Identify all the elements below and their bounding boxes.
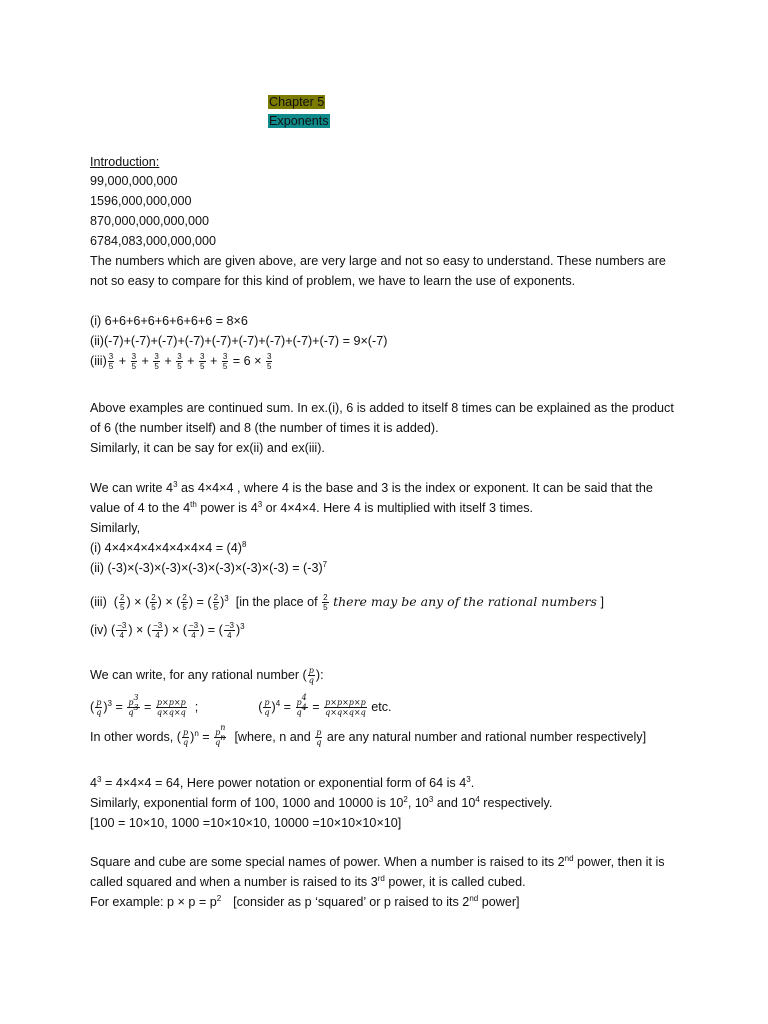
chapter-highlight: Chapter 5	[269, 95, 325, 109]
power-example-ii: (ii) $(-3)\times(-3)\times(-3)\times(-3)\times(-3)\times(-3)\times(-3) = (-3)^7$	[90, 560, 328, 575]
exponent-def-line-1: We can write $4^3$ as 4×4×4 , where 4 is the base and 3 is the index or exponent. It can be said that the	[90, 480, 653, 495]
fraction-neg3-4: $\frac{-3}{4}$	[117, 621, 127, 641]
exponent-def-line-2: value of 4 to the 4th power is $4^3$ or 4×4×4. Here 4 is multiplied with itself 3 times.	[90, 500, 534, 515]
big-number-2: 1596,000,000,000	[90, 194, 192, 208]
fraction-3-5: $\frac{3}{5}$	[177, 352, 182, 372]
sum-example-ii: (ii)(-7)+(-7)+(-7)+(-7)+(-7)+(-7)+(-7)+(-7)+(-7) = 9×(-7)	[90, 334, 388, 348]
continued-sum-line-1: Above examples are continued sum. In ex.(i), 6 is added to itself 8 times can be explained as the product	[90, 401, 674, 415]
fraction-3-5: $\frac{3}{5}$	[267, 352, 272, 372]
fraction-2-5: $\frac{2}{5}$	[151, 593, 156, 613]
fraction-2-5: $\frac{2}{5}$	[120, 593, 125, 613]
rational-power-formulas: ( $\frac{p}{q}$ )$^3$ = $\frac{p^3}{q^3}$ = $\frac{p\times p\times p}{q\times q\times q}$ ; ( $\frac{p}{q}$ )$^4$ = $\frac{p^4}{q^4}$ = $\frac{p\times p\times p\times p}{q\times q\times q\times q}$ etc.	[90, 693, 392, 718]
fraction-3-5: $\frac{3}{5}$	[131, 352, 137, 372]
fraction-2-5: $\frac{2}{5}$	[213, 593, 219, 613]
continued-sum-line-3: Similarly, it can be say for ex(ii) and ex(iii).	[90, 441, 325, 455]
sum-example-iii: (iii) $\frac{3}{5}$ + $\frac{3}{5}$ + $\frac{3}{5}$ + $\frac{3}{5}$ + $\frac{3}{5}$ + $\frac{3}{5}$ = 6 × $\frac{3}{5}$	[90, 352, 272, 372]
power-notation-line-3: [100 = 10×10, 1000 =10×10×10, 10000 =10×10×10×10]	[90, 816, 402, 830]
fraction-2-5: $\frac{2}{5}$	[182, 593, 187, 613]
intro-heading: Introduction:	[90, 155, 160, 169]
continued-sum-line-2: of 6 (the number itself) and 8 (the number of times it is added).	[90, 421, 439, 435]
square-cube-line-1: Square and cube are some special names of power. When a number is raised to its 2nd power, then it is	[90, 854, 665, 869]
fraction-3-5: $\frac{3}{5}$	[108, 352, 114, 372]
fraction-3-5: $\frac{3}{5}$	[200, 352, 205, 372]
fraction-neg3-4: $\frac{-3}{4}$	[153, 621, 163, 641]
intro-paragraph-line-2: not so easy to compare for this kind of problem, we have to learn the use of exponents.	[90, 274, 576, 288]
intro-paragraph-line-1: The numbers which are given above, are very large and not so easy to understand. These numbers are	[90, 254, 666, 268]
square-cube-line-2: called squared and when a number is raised to its 3rd power, it is called cubed.	[90, 874, 526, 889]
power-example-iii: (iii) ( $\frac{2}{5}$ ) × ( $\frac{2}{5}$ ) × ( $\frac{2}{5}$ ) = ( $\frac{2}{5}$ )$^3$ [in the place of $\frac{2}{5}$ there may be any of the rational numbers ]	[90, 593, 604, 613]
big-number-4: 6784,083,000,000,000	[90, 234, 217, 248]
power-notation-line-2: Similarly, exponential form of 100, 1000 and 10000 is $10^2$, $10^3$ and $10^4$ respectively.	[90, 795, 553, 810]
sum-example-i: (i) 6+6+6+6+6+6+6+6 = 8×6	[90, 314, 248, 328]
similarly-label: Similarly,	[90, 521, 141, 535]
fraction-p-q: $\frac{p}{q}$	[308, 666, 314, 686]
rational-general-form: In other words, ( $\frac{p}{q}$ )$^n$ = $\frac{p^n}{q^n}$ [where, n and $\frac{p}{q}$ are any natural number and rational number respectively]	[90, 723, 647, 748]
big-number-1: 99,000,000,000	[90, 174, 178, 188]
power-notation-line-1: $4^3 = 4\times 4\times 4 = 64$, Here power notation or exponential form of 64 is $4^3$.	[90, 775, 475, 790]
rational-intro: We can write, for any rational number ( $\frac{p}{q}$ ):	[90, 666, 324, 686]
fraction-3-5: $\frac{3}{5}$	[222, 352, 228, 372]
chapter-label	[268, 93, 325, 111]
power-example-i: (i) $4\times 4\times 4\times 4\times 4\times 4\times 4\times 4 = (4)^8$	[90, 540, 247, 555]
chapter-title	[268, 112, 330, 130]
fraction-2-5: $\frac{2}{5}$	[323, 593, 328, 613]
square-cube-line-3: For example: $p \times p = p^2$ [consider as p ‘squared’ or p raised to its 2nd power]	[90, 894, 520, 909]
power-example-iv: (iv) ( $\frac{-3}{4}$ ) × ( $\frac{-3}{4}$ ) × ( $\frac{-3}{4}$ ) = ( $\frac{-3}{4}$ )$^3$	[90, 621, 245, 641]
big-number-3: 870,000,000,000,000	[90, 214, 210, 228]
title-highlight: Exponents	[269, 114, 329, 128]
fraction-neg3-4: $\frac{-3}{4}$	[224, 621, 234, 641]
fraction-neg3-4: $\frac{-3}{4}$	[188, 621, 199, 641]
fraction-3-5: $\frac{3}{5}$	[154, 352, 159, 372]
